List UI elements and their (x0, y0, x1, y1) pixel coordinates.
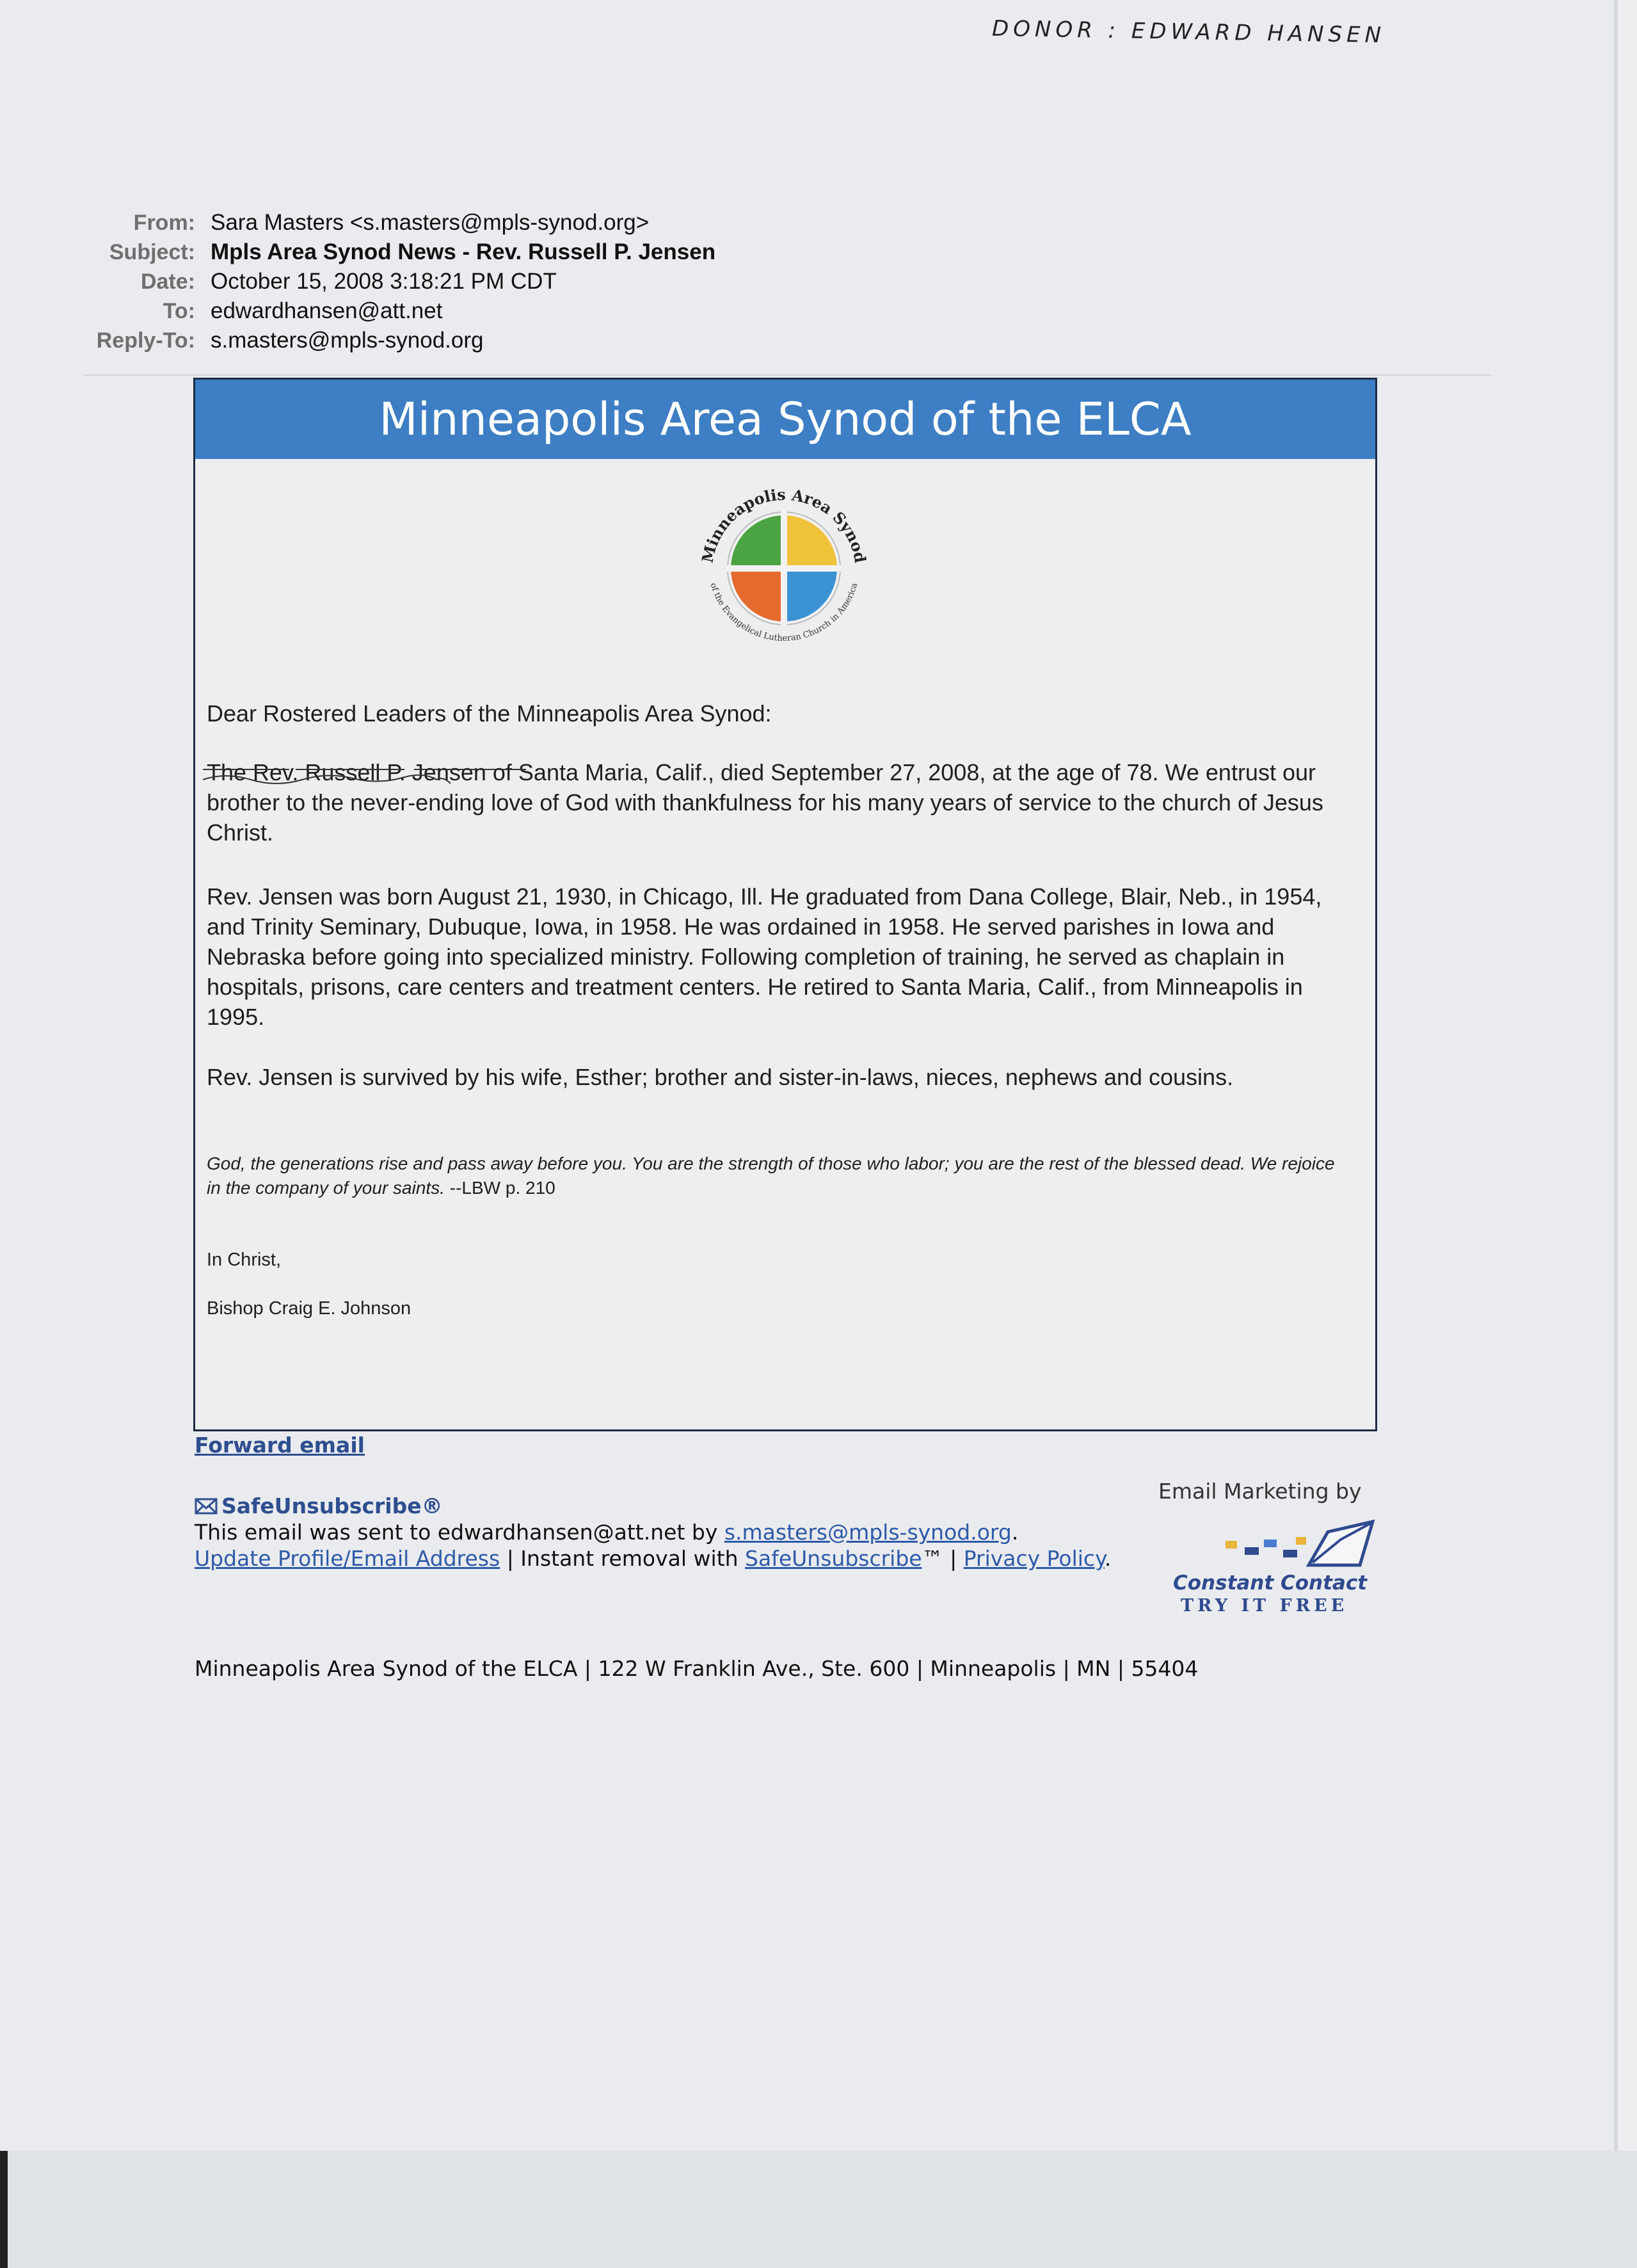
subject-label: Subject: (109, 240, 195, 264)
instant-removal-text: | Instant removal with (500, 1546, 746, 1571)
cc-confetti-1 (1226, 1541, 1237, 1548)
reply-to-row (77, 328, 715, 357)
letter-paragraph-3 (207, 1062, 1352, 1092)
cc-confetti-4 (1283, 1550, 1297, 1557)
subject-row (77, 239, 715, 269)
safeunsubscribe-link[interactable]: SafeUnsubscribe (745, 1546, 922, 1571)
tm-separator: ™ | (922, 1546, 964, 1571)
email-footer (195, 1493, 1154, 1572)
date-row (77, 269, 715, 298)
cc-tagline-text: TRY IT FREE (1181, 1596, 1348, 1616)
update-profile-link[interactable]: Update Profile/Email Address (195, 1546, 500, 1571)
to-value: edwardhansen@att.net (211, 298, 443, 323)
letter-paragraph-2: Rev. Jensen was born August 21, 1930, in Chicago, Ill. He graduated from Dana College, Blair, Neb., in 1954, and Trinity Seminary, Dubuque, Iowa, in 1958. He was ordained in 1958. He served parishes in Iowa and Nebraska before going into specialized ministry. Following completion of training, he served as chaplain in hospitals, prisons, care centers and treatment centers. He retired to Santa Maria, Calif., from Minneapolis in 1995. (207, 883, 1322, 1030)
letter-paragraph-3-text: Rev. Jensen is survived by his wife, Esther; brother and sister-in-laws, nieces, nephews and cousins. (207, 1064, 1234, 1090)
cc-confetti-5 (1296, 1537, 1306, 1545)
lbw-quote (207, 1152, 1352, 1200)
email-marketing-label: Email Marketing by (1158, 1479, 1362, 1504)
quote-reference: --LBW p. 210 (444, 1178, 555, 1198)
from-row (77, 210, 715, 239)
cc-confetti-2 (1245, 1547, 1259, 1555)
cc-confetti-3 (1264, 1540, 1277, 1547)
reply-to-value: s.masters@mpls-synod.org (211, 328, 484, 353)
sent-to-text: This email was sent to edwardhansen@att.net by (195, 1520, 724, 1545)
synod-logo (694, 476, 874, 655)
page-edge (1614, 0, 1618, 2151)
email-header (77, 210, 715, 357)
quote-text: God, the generations rise and pass away before you. You are the strength of those who labor; you are the rest of the blessed dead. We rejoice in the company of your saints. (207, 1154, 1335, 1198)
logo-quadrant-green (731, 515, 784, 568)
logo-quadrant-blue (784, 568, 837, 622)
handwritten-underline (200, 760, 532, 799)
letter-closing: In Christ, (207, 1250, 282, 1270)
constant-contact-logo[interactable] (1168, 1514, 1379, 1623)
to-row (77, 298, 715, 328)
letter-salutation: Dear Rostered Leaders of the Minneapolis Area Synod: (207, 700, 772, 727)
scanner-shadow (0, 2151, 8, 2268)
logo-top-text: Minneapolis Area Synod (698, 485, 870, 565)
reply-to-label: Reply-To: (96, 328, 195, 353)
date-value: October 15, 2008 3:18:21 PM CDT (211, 269, 557, 294)
letter-paragraph-1: The Rev. Russell P. Jensen of Santa Maria, Calif., died September 27, 2008, at the age of 78. We entrust our brother to the never-ending love of God with thankfulness for his many years of service to the church of Jesus Christ. (207, 759, 1323, 846)
logo-quadrant-orange (731, 568, 784, 622)
cc-brand-text: Constant Contact (1173, 1572, 1368, 1595)
sent-to-suffix: . (1011, 1520, 1019, 1545)
newsletter-card (193, 378, 1377, 1431)
safeunsubscribe-label: SafeUnsubscribe® (221, 1493, 443, 1518)
safeunsubscribe-heading[interactable] (195, 1493, 1154, 1519)
footer-period: . (1104, 1546, 1112, 1571)
handwritten-donor-note: DONOR : EDWARD HANSEN (991, 15, 1386, 49)
logo-cross-horizontal (726, 565, 842, 572)
sender-email-link[interactable]: s.masters@mpls-synod.org (724, 1520, 1012, 1545)
newsletter-banner: Minneapolis Area Synod of the ELCA (195, 380, 1375, 459)
from-label: From: (133, 211, 195, 235)
envelope-icon (195, 1498, 218, 1515)
to-label: To: (163, 299, 195, 323)
header-divider (83, 374, 1491, 376)
scanner-bed (0, 2151, 1637, 2268)
forward-email-link[interactable]: Forward email (195, 1433, 365, 1458)
footer-sent-line (195, 1519, 1154, 1572)
date-label: Date: (140, 269, 195, 294)
logo-bottom-text: of the Evangelical Lutheran Church in America (708, 581, 860, 644)
from-value: Sara Masters <s.masters@mpls-synod.org> (211, 210, 650, 235)
subject-value: Mpls Area Synod News - Rev. Russell P. Jensen (211, 239, 716, 264)
privacy-policy-link[interactable]: Privacy Policy (963, 1546, 1105, 1571)
letter-signature: Bishop Craig E. Johnson (207, 1298, 411, 1319)
logo-quadrant-yellow (784, 515, 837, 568)
synod-address: Minneapolis Area Synod of the ELCA | 122 W Franklin Ave., Ste. 600 | Minneapolis | MN | 55404 (195, 1656, 1199, 1681)
